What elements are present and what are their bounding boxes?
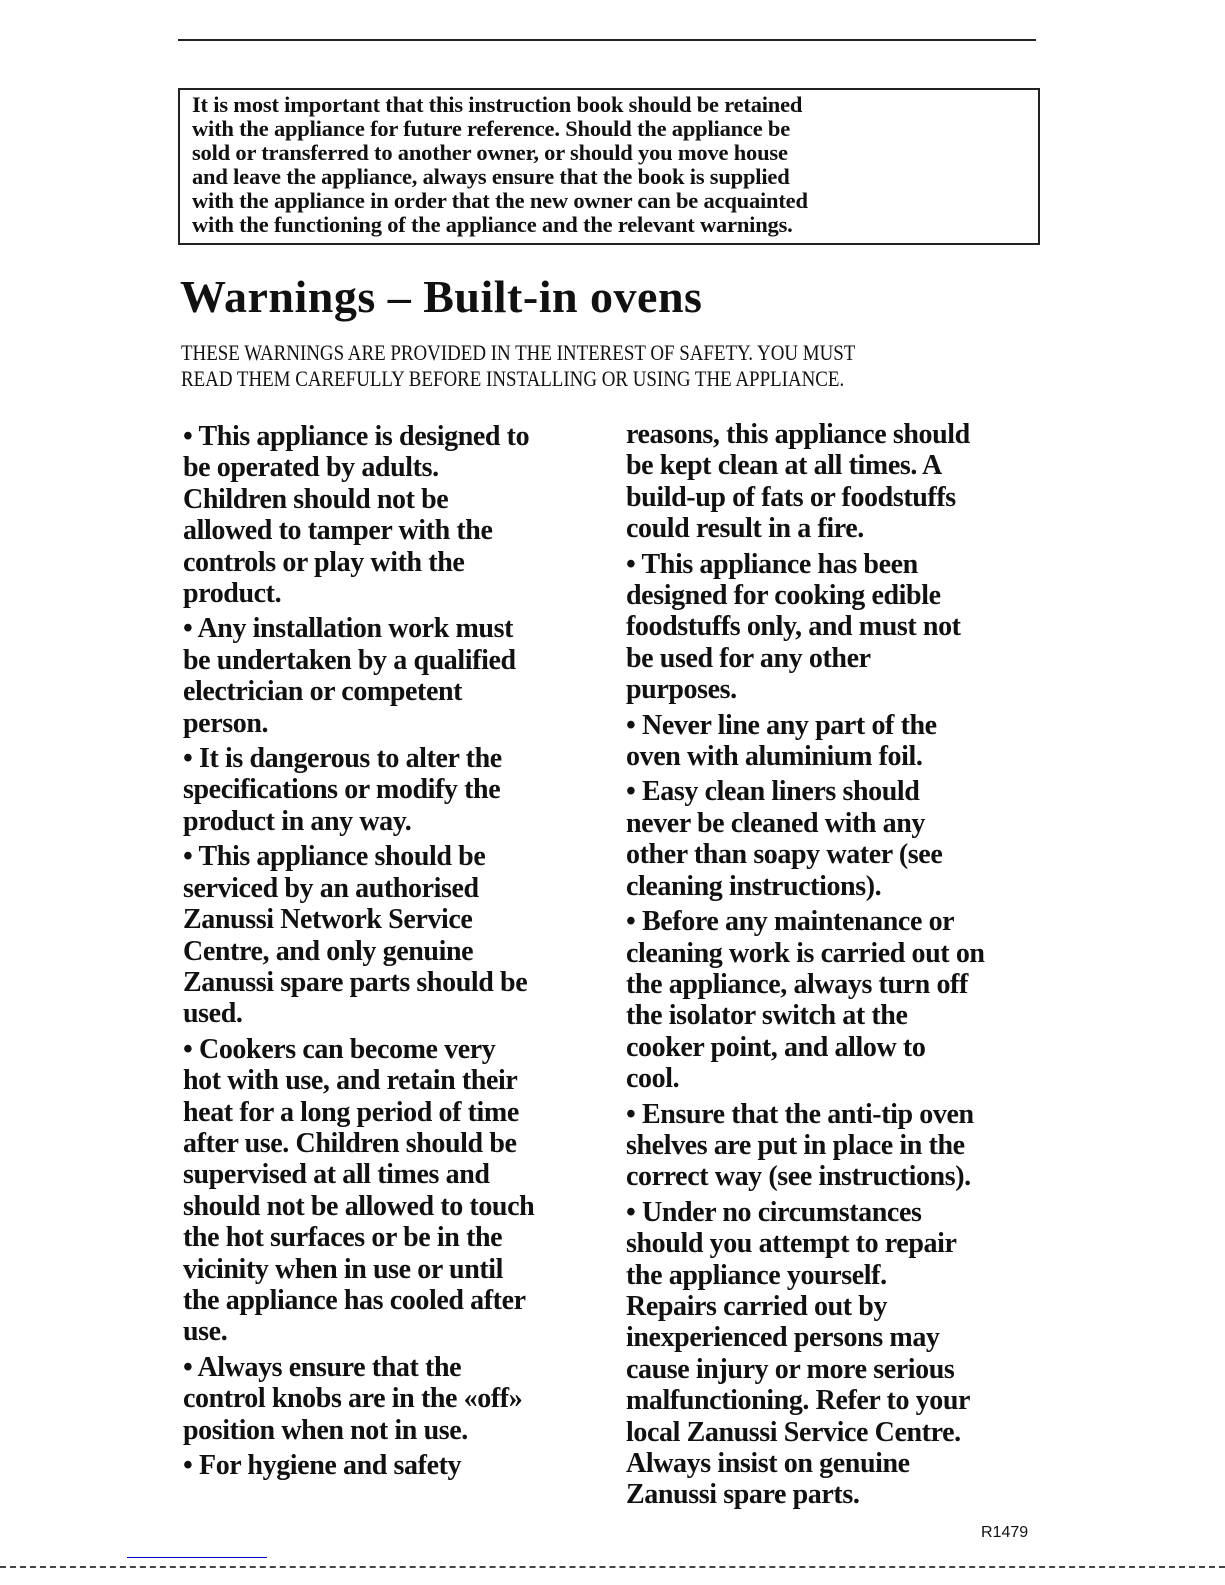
- warning-paragraph: [626, 710, 985, 773]
- text-line: purposes.: [626, 674, 737, 706]
- intro-line: THESE WARNINGS ARE PROVIDED IN THE INTEREST OF SAFETY. YOU MUST: [181, 340, 856, 365]
- text-line: • Before any maintenance or: [626, 906, 955, 938]
- text-line: vicinity when in use or until: [183, 1253, 504, 1285]
- text-line: correct way (see instructions).: [626, 1161, 971, 1193]
- text-line: • Under no circumstances: [626, 1196, 922, 1228]
- text-line: Zanussi spare parts should be: [183, 966, 528, 998]
- text-line: Children should not be: [183, 483, 449, 515]
- notice-line: sold or transferred to another owner, or should you move house: [192, 140, 788, 165]
- text-line: the appliance has cooled after: [183, 1284, 526, 1316]
- top-rule: [178, 39, 1036, 41]
- warning-paragraph: [626, 776, 985, 902]
- text-line: cause injury or more serious: [626, 1353, 955, 1385]
- text-line: Always insist on genuine: [626, 1448, 910, 1479]
- warning-paragraph: [183, 1034, 534, 1348]
- notice-line: with the functioning of the appliance and the relevant warnings.: [192, 212, 793, 237]
- text-line: be operated by adults.: [183, 452, 439, 484]
- text-line: local Zanussi Service Centre.: [626, 1416, 961, 1448]
- notice-line: and leave the appliance, always ensure that the book is supplied: [192, 164, 790, 189]
- text-line: cleaning instructions).: [626, 870, 882, 902]
- notice-line: It is most important that this instruction book should be retained: [192, 92, 803, 117]
- warning-paragraph: [183, 1450, 534, 1481]
- text-line: could result in a fire.: [626, 513, 864, 545]
- text-line: electrician or competent: [183, 676, 463, 708]
- text-line: • Easy clean liners should: [626, 776, 920, 808]
- text-line: oven with aluminium foil.: [626, 741, 923, 773]
- text-line: person.: [183, 707, 269, 739]
- text-line: should you attempt to repair: [626, 1228, 957, 1260]
- warning-paragraph: [183, 1352, 534, 1446]
- text-line: Repairs carried out by: [626, 1290, 888, 1322]
- warning-paragraph: [626, 1197, 985, 1511]
- text-line: be used for any other: [626, 642, 871, 674]
- warning-paragraph: [183, 421, 534, 609]
- text-line: allowed to tamper with the: [183, 515, 493, 547]
- text-line: controls or play with the: [183, 546, 465, 578]
- text-line: foodstuffs only, and must not: [626, 611, 961, 643]
- text-line: reasons, this appliance should: [626, 419, 970, 450]
- text-line: Zanussi spare parts.: [626, 1479, 860, 1511]
- text-line: position when not in use.: [183, 1414, 468, 1446]
- text-line: malfunctioning. Refer to your: [626, 1385, 971, 1417]
- right-column: [626, 419, 985, 1515]
- text-line: • Ensure that the anti-tip oven: [626, 1098, 974, 1130]
- intro-line: READ THEM CAREFULLY BEFORE INSTALLING OR USING THE APPLIANCE.: [181, 366, 845, 391]
- text-line: shelves are put in place in the: [626, 1129, 965, 1161]
- text-line: • Cookers can become very: [183, 1033, 496, 1065]
- text-line: Zanussi Network Service: [183, 904, 473, 936]
- text-line: designed for cooking edible: [626, 580, 941, 612]
- text-line: inexperienced persons may: [626, 1322, 940, 1354]
- text-line: be undertaken by a qualified: [183, 644, 516, 676]
- warning-paragraph: [183, 613, 534, 739]
- text-line: specifications or modify the: [183, 774, 501, 806]
- text-line: build-up of fats or foodstuffs: [626, 481, 956, 513]
- text-line: cool.: [626, 1063, 680, 1095]
- text-line: the isolator switch at the: [626, 1000, 908, 1032]
- text-line: • For hygiene and safety: [183, 1450, 462, 1481]
- notice-line: with the appliance in order that the new owner can be acquainted: [192, 188, 808, 213]
- text-line: serviced by an authorised: [183, 872, 479, 904]
- text-line: other than soapy water (see: [626, 839, 943, 871]
- text-line: • This appliance should be: [183, 841, 486, 873]
- text-line: the hot surfaces or be in the: [183, 1222, 503, 1254]
- text-line: supervised at all times and: [183, 1159, 490, 1191]
- text-line: product.: [183, 578, 282, 610]
- text-line: cooker point, and allow to: [626, 1031, 926, 1063]
- page-title: Warnings – Built-in ovens: [180, 271, 703, 322]
- text-line: • It is dangerous to alter the: [183, 743, 502, 775]
- warning-paragraph: [183, 743, 534, 837]
- blue-underline: [127, 1557, 267, 1558]
- text-line: • Never line any part of the: [626, 709, 937, 741]
- text-line: product in any way.: [183, 805, 412, 837]
- text-line: never be cleaned with any: [626, 807, 926, 839]
- notice-box: [178, 88, 1040, 245]
- text-line: • Always ensure that the: [183, 1351, 462, 1383]
- text-line: used.: [183, 998, 243, 1030]
- text-line: • Any installation work must: [183, 613, 513, 645]
- text-line: hot with use, and retain their: [183, 1065, 518, 1097]
- text-line: Centre, and only genuine: [183, 935, 474, 967]
- intro-text: [181, 340, 1041, 392]
- warning-paragraph: [626, 549, 985, 706]
- text-line: should not be allowed to touch: [183, 1190, 535, 1222]
- text-line: the appliance, always turn off: [626, 968, 968, 1000]
- text-line: heat for a long period of time: [183, 1096, 519, 1128]
- text-line: the appliance yourself.: [626, 1259, 887, 1291]
- page-code: R1479: [981, 1524, 1029, 1541]
- warning-paragraph: [626, 1099, 985, 1193]
- text-line: control knobs are in the «off»: [183, 1383, 523, 1415]
- left-column: [183, 421, 534, 1485]
- warning-paragraph: [626, 419, 985, 545]
- warning-paragraph: [626, 906, 985, 1094]
- notice-line: with the appliance for future reference. Should the appliance be: [192, 116, 791, 141]
- text-line: be kept clean at all times. A: [626, 450, 942, 482]
- text-line: • This appliance is designed to: [183, 421, 530, 452]
- text-line: use.: [183, 1316, 228, 1348]
- text-line: • This appliance has been: [626, 548, 918, 580]
- warning-paragraph: [183, 841, 534, 1029]
- text-line: cleaning work is carried out on: [626, 937, 985, 969]
- bottom-dashed-rule: [0, 1566, 1225, 1570]
- text-line: after use. Children should be: [183, 1127, 517, 1159]
